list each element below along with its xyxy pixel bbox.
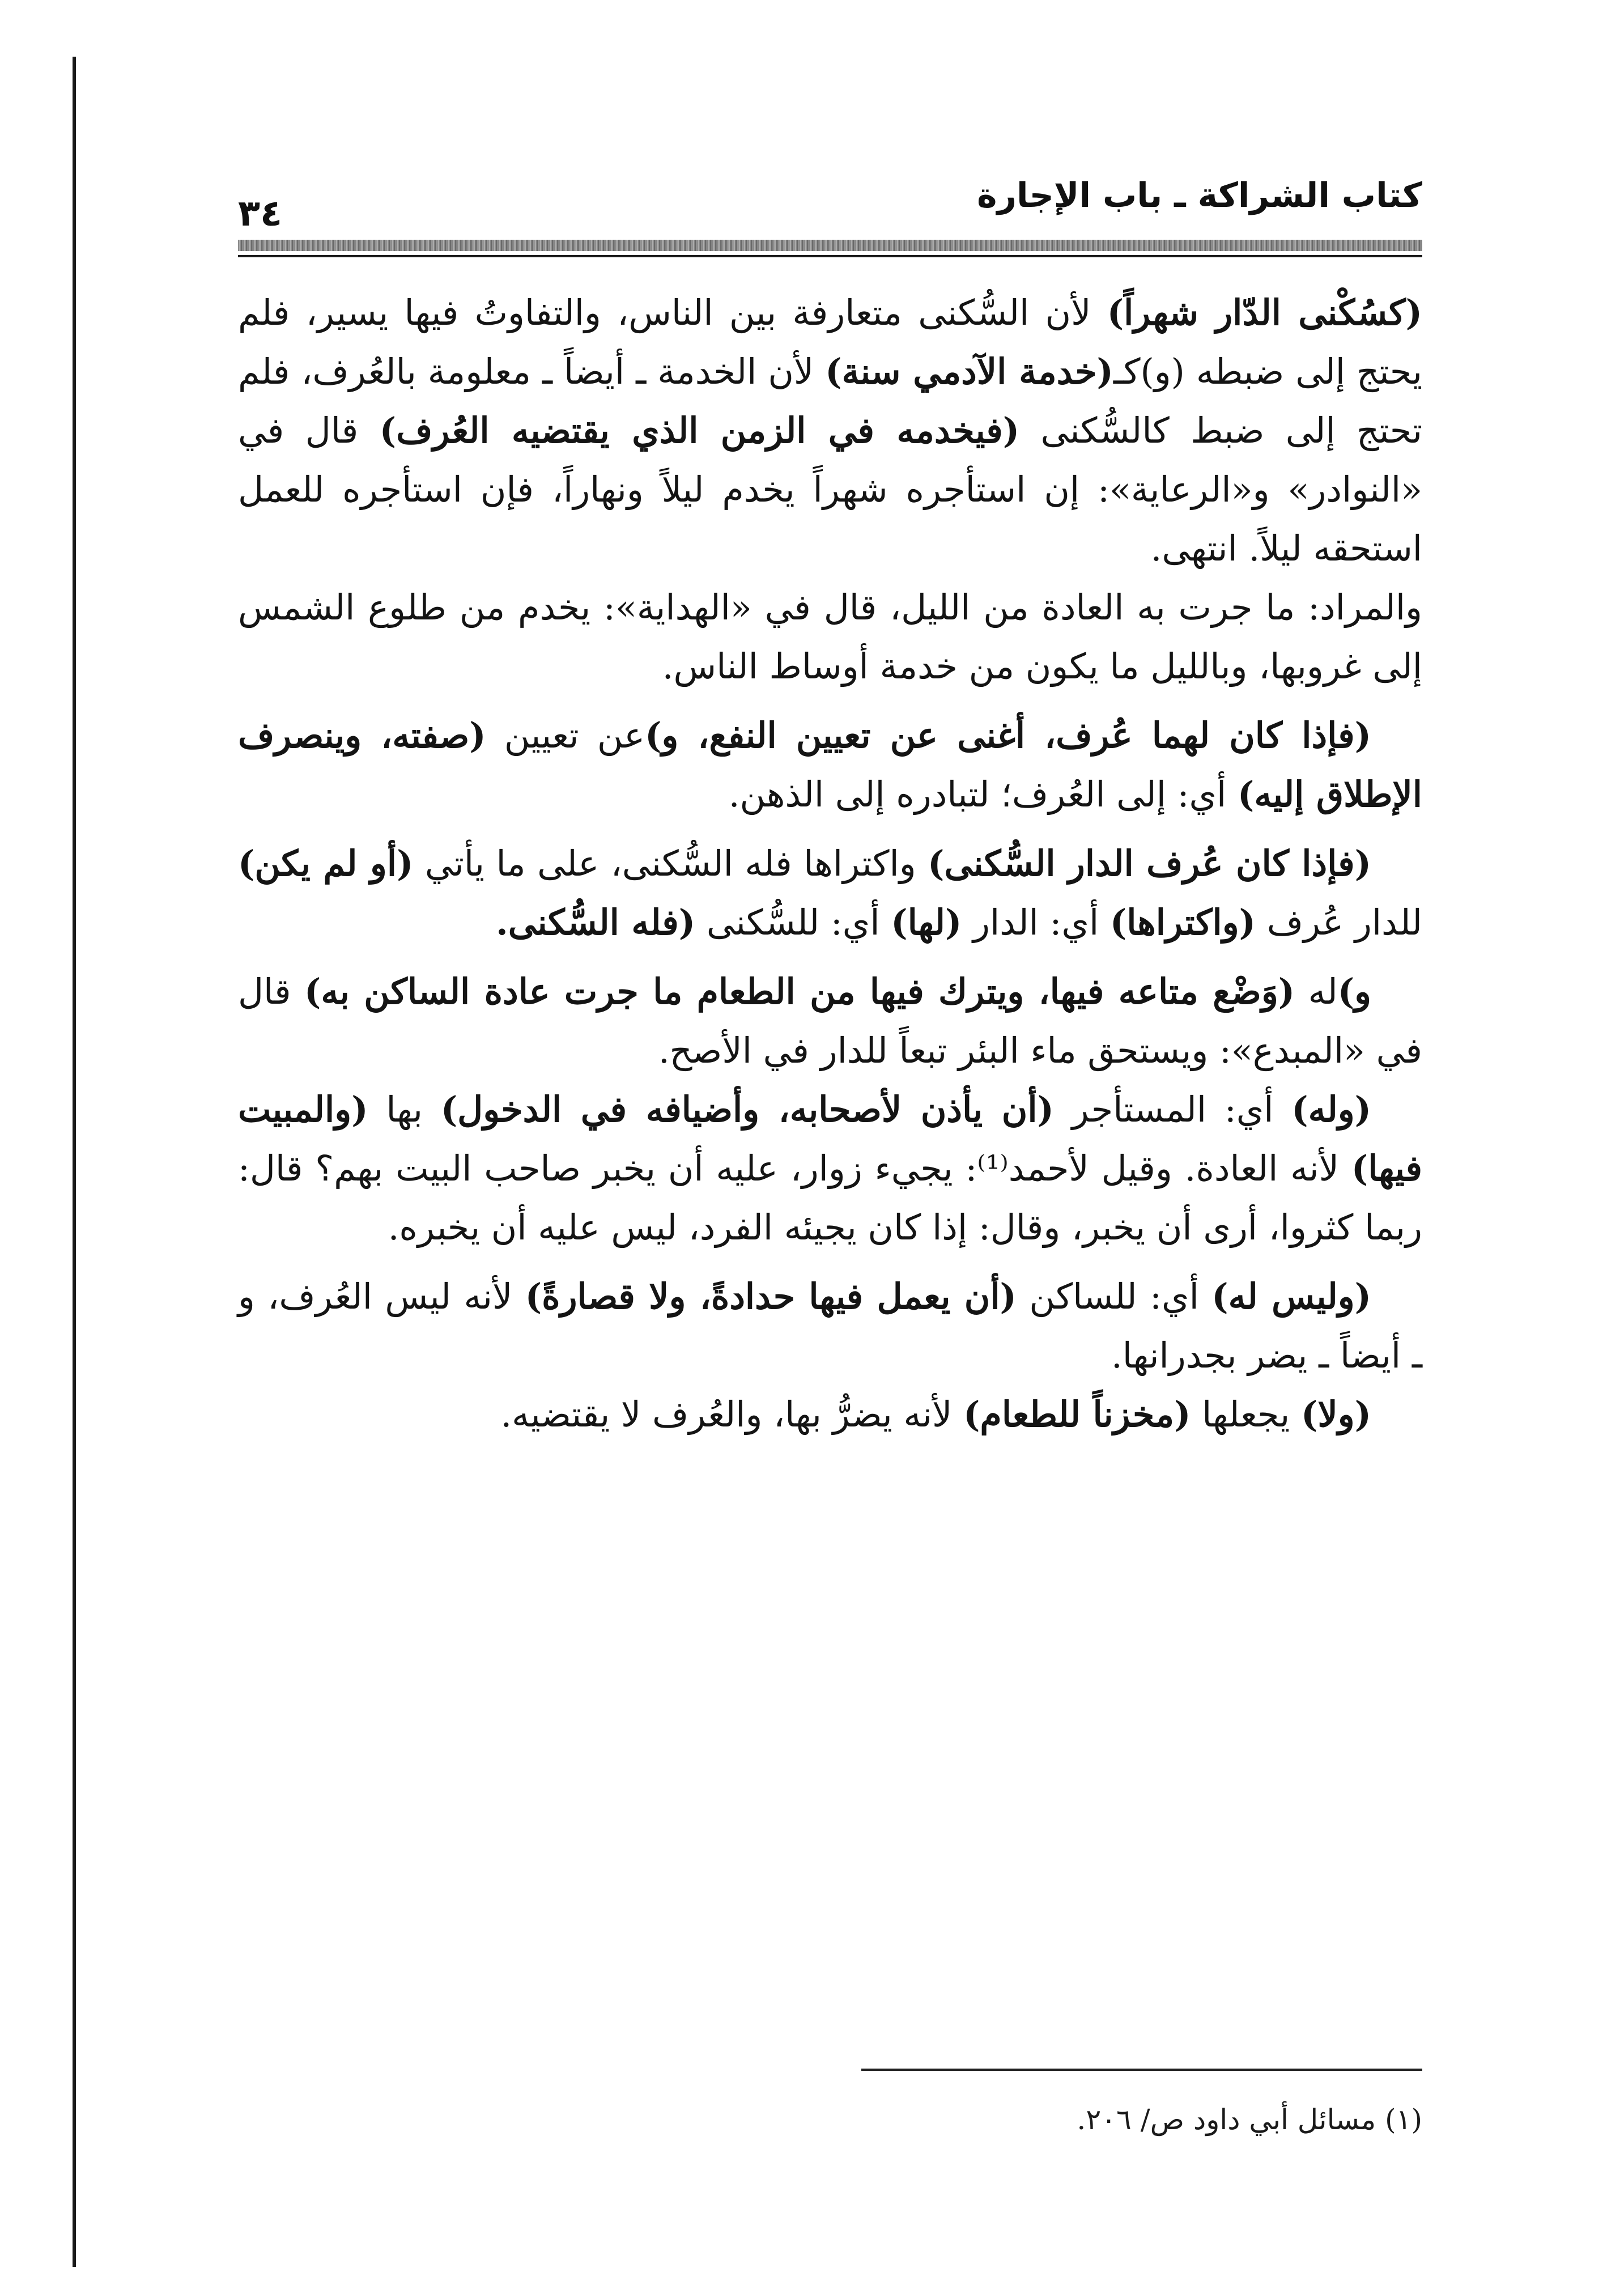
text-segment: واكتراها فله السُّكنى، على ما يأتي [413, 843, 928, 884]
bold-segment: (أن يأذن لأصحابه، وأضيافه في الدخول) [440, 1089, 1054, 1130]
text-segment: لأن الخدمة ـ أيضاً ـ معلومة بالعُرف، فلم تحتج إلى ضبط كالسُّكنى [238, 351, 1423, 451]
text-segment: يجعلها [1191, 1394, 1302, 1435]
text-segment: أي: للسُّكنى [695, 902, 891, 943]
paragraph [238, 834, 1422, 952]
bold-segment: و) [1337, 971, 1371, 1012]
text-segment: قال في «المبدع»: ويستحق ماء البئر تبعاً للدار في الأصح. [238, 971, 1422, 1071]
bold-segment: (فيخدمه في الزمن الذي يقتضيه العُرف) [379, 410, 1020, 451]
text-segment: لأن السُّكنى متعارفة بين الناس، والتفاوتُ فيها يسير، فلم يحتج إلى ضبطه (و)كـ [238, 292, 1423, 392]
text-segment: للدار عُرف [1255, 902, 1422, 943]
paragraph [238, 1080, 1422, 1257]
header-rule [238, 240, 1422, 251]
header-rule-thin [238, 255, 1422, 257]
bold-segment: (أو لم يكن) [238, 843, 414, 884]
bold-segment: (كسُكْنى الدّار شهراً) [1107, 292, 1422, 333]
text-segment: أي: للساكن [1016, 1276, 1212, 1317]
text-segment: والمراد: ما جرت به العادة من الليل، قال في «الهداية»: يخدم من طلوع الشمس إلى غروبها، وبالليل ما يكون من خدمة أوساط الناس. [238, 587, 1422, 687]
footnote-separator [861, 2069, 1422, 2071]
paragraph [238, 1267, 1422, 1385]
bold-segment: (وَضْع متاعه فيها، ويترك فيها من الطعام ما جرت عادة الساكن به) [304, 971, 1295, 1012]
text-segment: عن تعيين [486, 715, 645, 756]
text-segment: أي: الدار [962, 902, 1110, 943]
bold-segment: (صفته، وينصرف الإطلاق إليه) [238, 715, 1422, 815]
bold-segment: (والمبيت فيها) [238, 1089, 1422, 1189]
page-header [238, 162, 1422, 258]
bold-segment: (أن يعمل فيها حدادةً، ولا قصارةً) [525, 1276, 1017, 1317]
text-segment: لأنه العادة. وقيل لأحمد⁽¹⁾: يجيء زوار، عليه أن يخبر صاحب البيت بهم؟ قال: ربما كثروا، أرى أن يخبر، وقال: إذا كان يجيئه الفرد، ليس عليه أن يخبره. [238, 1148, 1422, 1248]
text-segment: لأنه ليس العُرف، و ـ أيضاً ـ يضر بجدرانها. [238, 1276, 1422, 1376]
text-segment: له [1295, 971, 1338, 1012]
bold-segment: (واكتراها) [1109, 902, 1256, 943]
bold-segment: (خدمة الآدمي سنة) [825, 351, 1113, 392]
text-segment: أي: إلى العُرف؛ لتبادره إلى الذهن. [728, 774, 1238, 815]
paragraph [238, 1385, 1422, 1444]
paragraph [238, 283, 1422, 578]
scan-margin-line [73, 57, 76, 2267]
text-segment: لأنه يضرُّ بها، والعُرف لا يقتضيه. [500, 1394, 964, 1435]
text-segment: بها [368, 1089, 441, 1130]
bold-segment: (فله السُّكنى. [496, 902, 696, 943]
paragraph [238, 706, 1422, 824]
body-text [238, 283, 1422, 1444]
bold-segment: (ولا) [1301, 1394, 1371, 1435]
footnote: (١) مسائل أبي داود ص/ ٢٠٦. [1077, 2103, 1422, 2136]
bold-segment: (فإذا كان لهما عُرف، أغنى عن تعيين النفع، و) [645, 715, 1371, 756]
running-title: كتاب الشراكة ـ باب الإجارة [977, 176, 1422, 215]
text-segment: أي: المستأجر [1053, 1089, 1292, 1130]
bold-segment: (وله) [1291, 1089, 1372, 1130]
paragraph [238, 962, 1422, 1080]
page-number: ٣٤ [238, 193, 283, 235]
bold-segment: (لها) [891, 902, 962, 943]
text-segment: قال في «النوادر» و«الرعاية»: إن استأجره شهراً يخدم ليلاً ونهاراً، فإن استأجره للعمل استحقه ليلاً. انتهى. [238, 410, 1422, 569]
bold-segment: (مخزناً للطعام) [963, 1394, 1191, 1435]
bold-segment: (وليس له) [1211, 1276, 1371, 1317]
bold-segment: (فإذا كان عُرف الدار السُّكنى) [928, 843, 1371, 884]
paragraph [238, 578, 1422, 696]
